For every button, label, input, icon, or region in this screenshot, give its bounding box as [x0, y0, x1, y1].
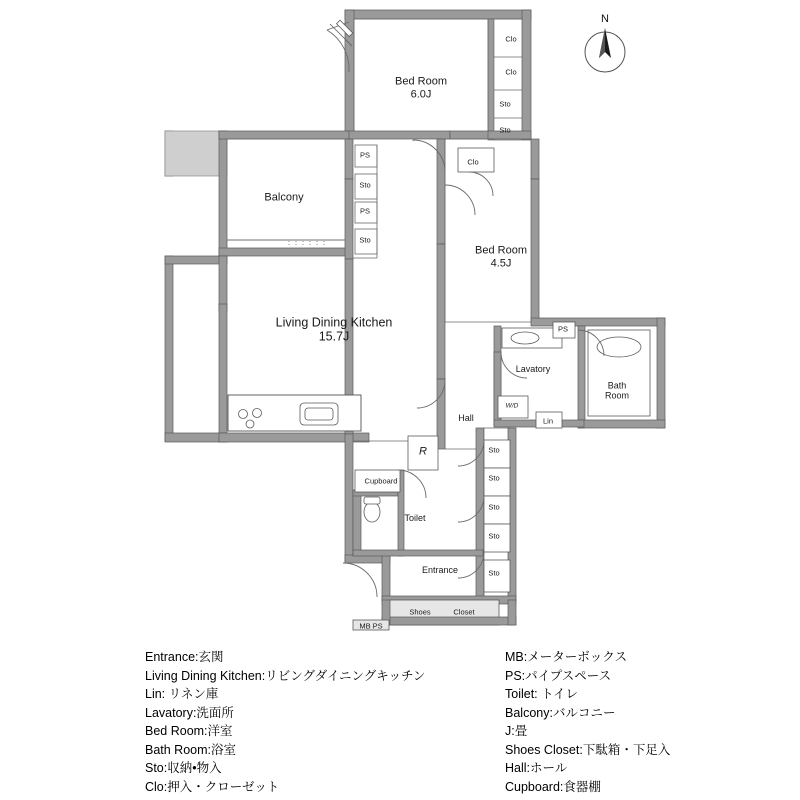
legend-item: Lavatory:洗面所: [145, 705, 234, 720]
legend: [0, 640, 800, 800]
label-meter-box-ps: MB PS: [359, 621, 383, 631]
label-sto-9: Sto: [488, 568, 500, 578]
label-ps-1: PS: [359, 150, 371, 160]
label-sto-7: Sto: [488, 502, 500, 512]
legend-item: Lin: リネン庫: [145, 687, 219, 701]
compass-north-label: N: [601, 13, 609, 25]
legend-item: PS:パイプスペース: [505, 668, 612, 683]
legend-item: Bed Room:洋室: [145, 724, 233, 738]
legend-item: J:畳: [505, 724, 528, 738]
room-name: Balcony: [264, 191, 304, 204]
room-name: Lavatory: [515, 363, 551, 374]
label-ps-2: PS: [359, 206, 371, 216]
legend-column-left: [145, 648, 425, 796]
room-name: Entrance: [421, 564, 459, 575]
room-area: 4.5J: [490, 257, 512, 269]
label-closet: Closet: [453, 607, 475, 617]
label-refrigerator: R: [419, 445, 427, 458]
label-sto-8: Sto: [488, 531, 500, 541]
room-name: Bed Room: [475, 244, 527, 257]
legend-item: Sto:収納•物入: [145, 761, 222, 775]
legend-item: Cupboard:食器棚: [505, 779, 601, 794]
room-name: Bath Room: [604, 380, 629, 401]
wall-structure: [165, 10, 665, 630]
room-name: Bed Room: [395, 75, 447, 88]
label-washer-dryer: W/D: [505, 402, 519, 410]
legend-item: Toilet: トイレ: [505, 687, 579, 701]
label-shoes: Shoes: [409, 607, 431, 617]
label-clo-1: Clo: [505, 34, 517, 44]
label-sto-6: Sto: [488, 473, 500, 483]
label-sto-4: Sto: [359, 235, 371, 245]
room-name: Living Dining Kitchen: [275, 315, 393, 330]
legend-item: Entrance:玄関: [145, 650, 224, 664]
room-name: Toilet: [404, 512, 426, 523]
label-sto-2: Sto: [499, 125, 511, 135]
legend-item: MB:メーターボックス: [505, 650, 628, 664]
compass-rose: [575, 10, 635, 80]
room-area: 15.7J: [318, 330, 350, 344]
label-cupboard: Cupboard: [364, 476, 398, 486]
room-area: 6.0J: [410, 88, 432, 100]
label-sto-5: Sto: [488, 445, 500, 455]
room-name: Hall: [458, 412, 474, 423]
label-clo-3: Clo: [467, 157, 479, 167]
door-swings: [225, 22, 604, 597]
legend-item: Balcony:バルコニー: [505, 705, 616, 720]
label-ps-3: PS: [557, 324, 569, 334]
legend-item: Hall:ホール: [505, 761, 568, 775]
label-sto-1: Sto: [499, 99, 511, 109]
label-sto-3: Sto: [359, 180, 371, 190]
label-clo-2: Clo: [505, 67, 517, 77]
legend-column-right: [505, 648, 670, 796]
legend-item: Bath Room:浴室: [145, 742, 237, 757]
legend-item: Living Dining Kitchen:リビングダイニングキッチン: [145, 668, 426, 683]
legend-item: Shoes Closet:下駄箱・下足入: [505, 742, 671, 757]
label-lin: Lin: [542, 416, 554, 426]
legend-item: Clo:押入・クローゼット: [145, 779, 280, 794]
